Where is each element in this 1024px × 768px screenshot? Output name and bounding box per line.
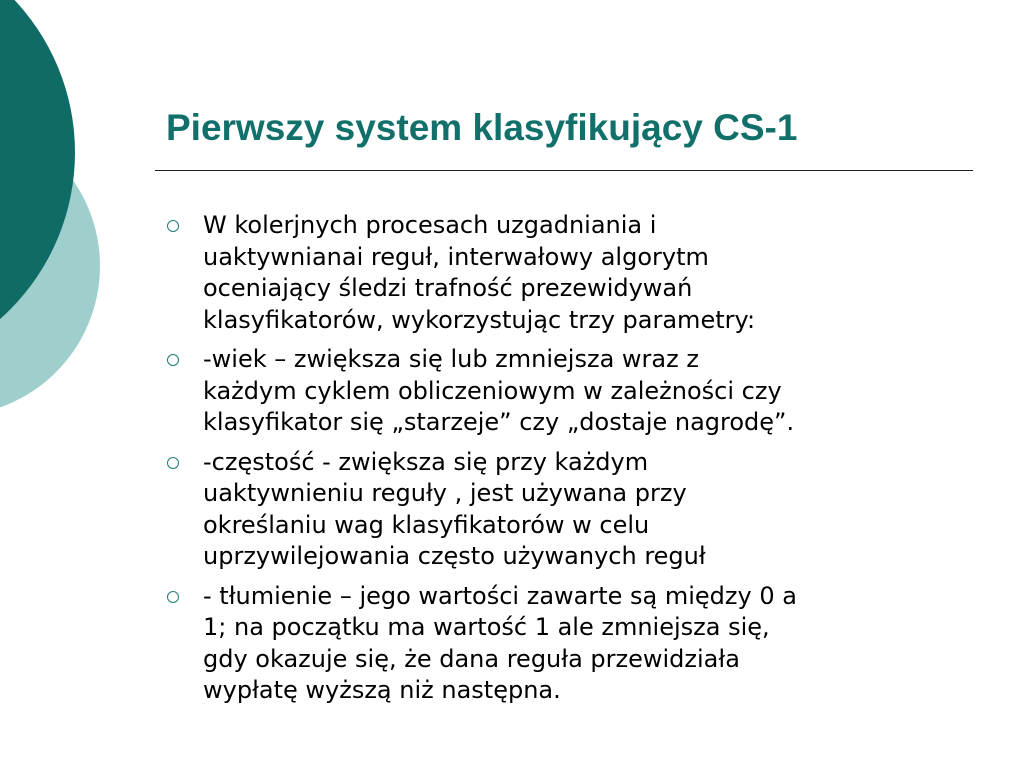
bullet-line: -częstość - zwiększa się przy każdym (203, 447, 649, 476)
bullet-line: uaktywnieniu reguły , jest używana przy (203, 479, 687, 507)
bullet-marker-icon (167, 354, 179, 366)
bullet-line: wypłatę wyższą niż następna. (203, 676, 561, 704)
bullet-line: oceniający śledzi trafność prezewidywań (203, 274, 693, 302)
bullet-marker-icon (167, 457, 179, 469)
bullet-line: każdym cyklem obliczeniowym w zależności czy (203, 376, 782, 405)
slide-title: Pierwszy system klasyfikujący CS-1 (166, 107, 798, 148)
bullet-marker-icon (167, 220, 179, 232)
bullet-item (160, 210, 970, 336)
bullet-item (160, 447, 970, 573)
bullet-line: 1; na początku ma wartość 1 ale zmniejsza się, (203, 613, 770, 641)
bullet-line: gdy okazuje się, że dana reguła przewidziała (203, 644, 740, 673)
bullet-item (160, 344, 970, 439)
bullet-line: klasyfikatorów, wykorzystując trzy parametry: (203, 305, 756, 334)
bullet-list (160, 210, 970, 715)
bullet-line: W kolerjnych procesach uzgadniania i (203, 211, 657, 239)
bullet-line: uaktywnianai reguł, interwałowy algorytm (203, 242, 709, 271)
bullet-line: - tłumienie – jego wartości zawarte są między 0 a (203, 581, 797, 610)
title-divider (155, 170, 973, 171)
bullet-line: klasyfikator się „starzeje” czy „dostaje nagrodę”. (203, 408, 795, 436)
bullet-line: uprzywilejowania często używanych reguł (203, 542, 706, 570)
bullet-line: -wiek – zwiększa się lub zmniejsza wraz z (203, 345, 699, 373)
bullet-item (160, 581, 970, 707)
bullet-line: określaniu wag klasyfikatorów w celu (203, 510, 650, 539)
bullet-marker-icon (167, 591, 179, 603)
